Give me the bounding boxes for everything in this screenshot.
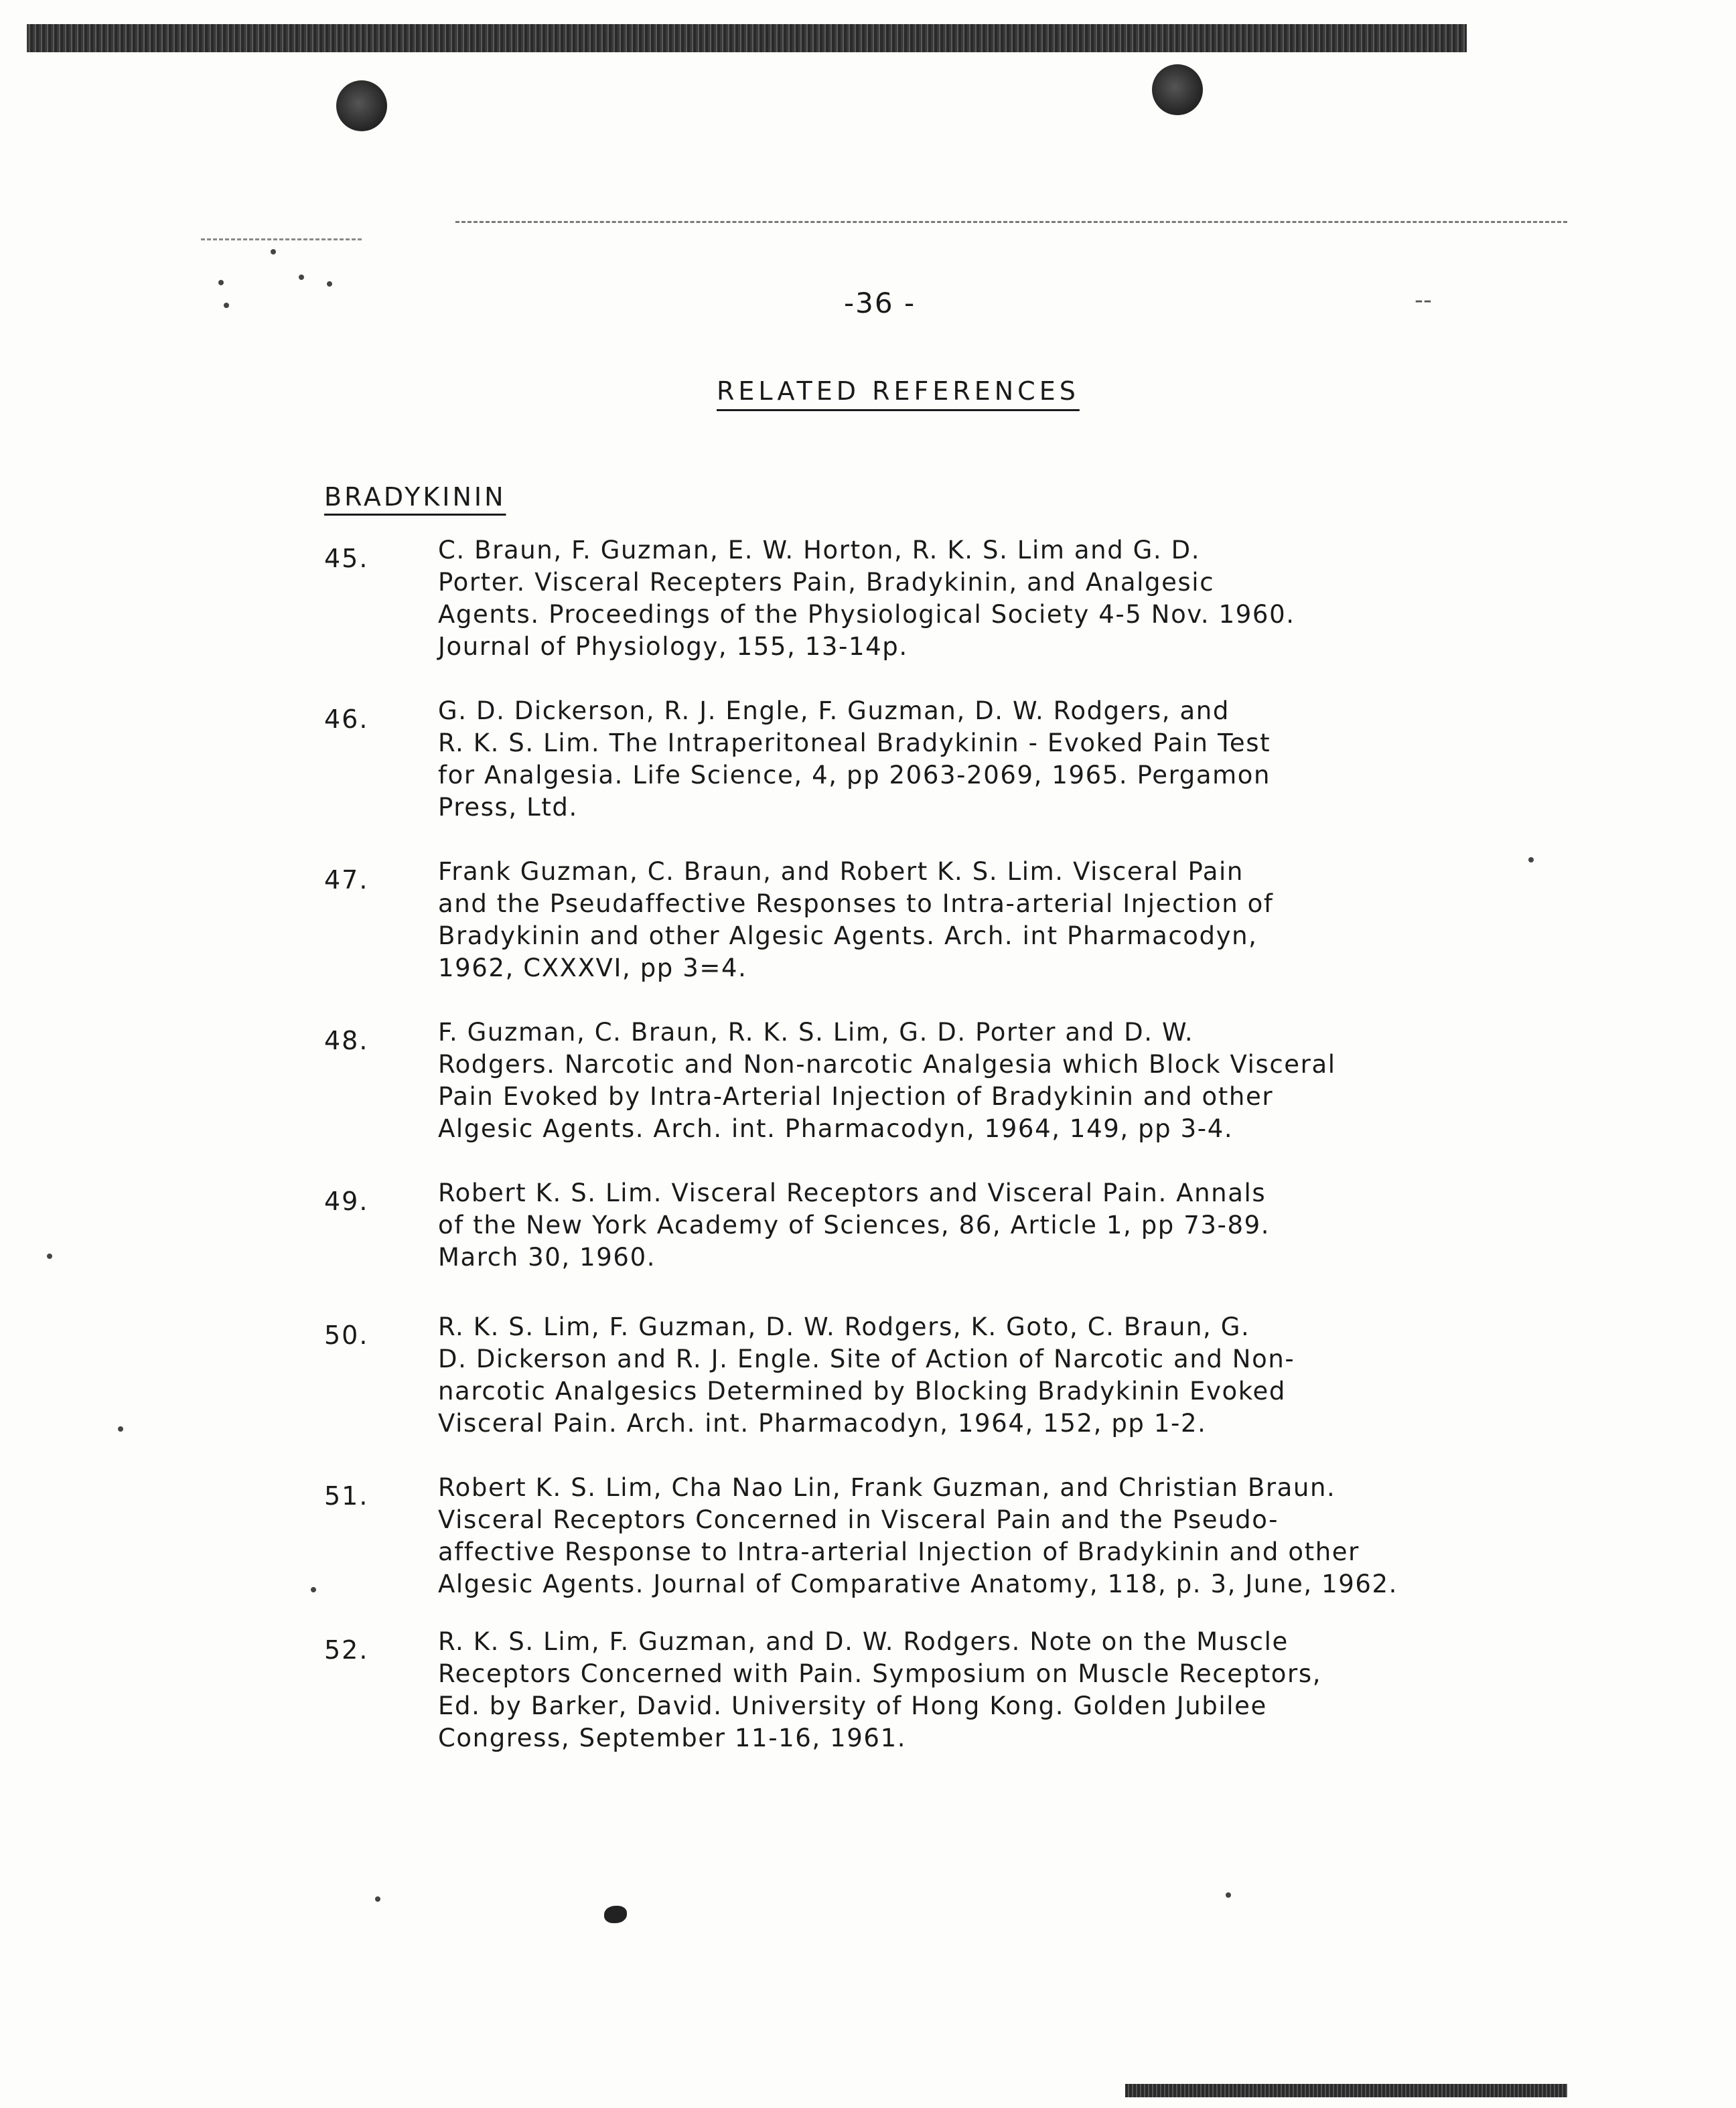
reference-text-line: Journal of Physiology, 155, 13-14p. xyxy=(438,632,908,661)
reference-text-line: Ed. by Barker, David. University of Hong Kong. Golden Jubilee xyxy=(438,1691,1267,1720)
reference-text-line: Algesic Agents. Journal of Comparative Anatomy, 118, p. 3, June, 1962. xyxy=(438,1570,1398,1598)
reference-text-line: March 30, 1960. xyxy=(438,1243,656,1272)
reference-text-line: C. Braun, F. Guzman, E. W. Horton, R. K. S. Lim and G. D. xyxy=(438,536,1201,564)
scan-speck xyxy=(299,275,304,280)
reference-text-line: Algesic Agents. Arch. int. Pharmacodyn, 1964, 149, pp 3-4. xyxy=(438,1114,1234,1143)
scan-speck xyxy=(1226,1892,1231,1898)
reference-text-line: and the Pseudaffective Responses to Intra-arterial Injection of xyxy=(438,889,1274,918)
punch-hole-left xyxy=(336,80,387,131)
reference-text-line: Receptors Concerned with Pain. Symposium on Muscle Receptors, xyxy=(438,1659,1322,1688)
corner-mark: -- xyxy=(1415,287,1432,314)
scan-speck xyxy=(271,249,276,254)
scan-blot xyxy=(604,1906,627,1923)
reference-number: 50. xyxy=(324,1321,369,1350)
scan-speck xyxy=(118,1426,123,1432)
reference-text-line: R. K. S. Lim, F. Guzman, and D. W. Rodgers. Note on the Muscle xyxy=(438,1627,1289,1656)
scan-speck xyxy=(327,281,332,287)
reference-text-line: Agents. Proceedings of the Physiological Society 4-5 Nov. 1960. xyxy=(438,600,1295,629)
reference-text-line: of the New York Academy of Sciences, 86, Article 1, pp 73-89. xyxy=(438,1211,1271,1239)
scan-speck xyxy=(224,303,229,308)
page-number: -36 - xyxy=(844,287,916,319)
reference-number: 52. xyxy=(324,1635,369,1665)
reference-text-line: Robert K. S. Lim. Visceral Receptors and Visceral Pain. Annals xyxy=(438,1179,1267,1207)
scan-speck xyxy=(311,1587,316,1592)
reference-text-line: narcotic Analgesics Determined by Blocking Bradykinin Evoked xyxy=(438,1377,1286,1406)
reference-text-line: Visceral Receptors Concerned in Visceral Pain and the Pseudo- xyxy=(438,1505,1279,1534)
punch-hole-right xyxy=(1152,64,1203,115)
scan-speck xyxy=(375,1896,380,1902)
reference-text-line: Press, Ltd. xyxy=(438,793,578,822)
page-heading: RELATED REFERENCES xyxy=(717,376,1080,406)
reference-text-line: F. Guzman, C. Braun, R. K. S. Lim, G. D. Porter and D. W. xyxy=(438,1018,1194,1047)
reference-number: 48. xyxy=(324,1026,369,1055)
reference-text-line: Visceral Pain. Arch. int. Pharmacodyn, 1964, 152, pp 1-2. xyxy=(438,1409,1207,1438)
reference-number: 47. xyxy=(324,865,369,895)
reference-text-line: Congress, September 11-16, 1961. xyxy=(438,1724,907,1752)
reference-text-line: Rodgers. Narcotic and Non-narcotic Analgesia which Block Visceral xyxy=(438,1050,1336,1079)
scan-top-border xyxy=(27,24,1467,52)
scan-artifact-line xyxy=(455,221,1567,223)
reference-text-line: Pain Evoked by Intra-Arterial Injection of Bradykinin and other xyxy=(438,1082,1274,1111)
section-title: BRADYKININ xyxy=(324,482,506,512)
reference-text-line: for Analgesia. Life Science, 4, pp 2063-2069, 1965. Pergamon xyxy=(438,761,1271,789)
reference-number: 51. xyxy=(324,1481,369,1511)
reference-number: 49. xyxy=(324,1187,369,1216)
reference-text-line: Bradykinin and other Algesic Agents. Arch. int Pharmacodyn, xyxy=(438,921,1258,950)
scan-artifact-line-left xyxy=(201,238,362,240)
scan-speck xyxy=(1528,857,1534,862)
scan-speck xyxy=(218,280,224,285)
reference-text-line: Robert K. S. Lim, Cha Nao Lin, Frank Guzman, and Christian Braun. xyxy=(438,1473,1336,1502)
reference-number: 45. xyxy=(324,544,369,573)
scan-bottom-border xyxy=(1125,2084,1567,2097)
reference-text-line: D. Dickerson and R. J. Engle. Site of Action of Narcotic and Non- xyxy=(438,1345,1295,1373)
reference-number: 46. xyxy=(324,704,369,734)
scan-speck xyxy=(47,1254,52,1259)
reference-text-line: R. K. S. Lim. The Intraperitoneal Bradykinin - Evoked Pain Test xyxy=(438,729,1271,757)
reference-text-line: Frank Guzman, C. Braun, and Robert K. S. Lim. Visceral Pain xyxy=(438,857,1244,886)
reference-text-line: affective Response to Intra-arterial Injection of Bradykinin and other xyxy=(438,1537,1360,1566)
reference-text-line: 1962, CXXXVI, pp 3=4. xyxy=(438,954,747,982)
reference-text-line: G. D. Dickerson, R. J. Engle, F. Guzman, D. W. Rodgers, and xyxy=(438,696,1230,725)
reference-text-line: Porter. Visceral Recepters Pain, Bradykinin, and Analgesic xyxy=(438,568,1215,597)
reference-text-line: R. K. S. Lim, F. Guzman, D. W. Rodgers, K. Goto, C. Braun, G. xyxy=(438,1312,1250,1341)
